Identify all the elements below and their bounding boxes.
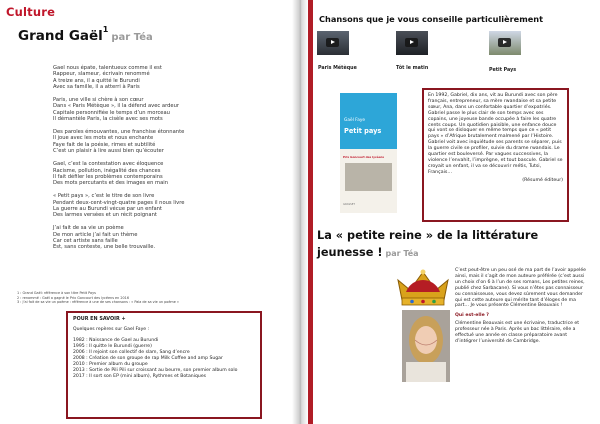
article2-title-line2: jeunesse ! (317, 246, 383, 259)
article2-body (455, 268, 586, 348)
summary-signature: (Résumé éditeur) (522, 177, 563, 183)
article2-title (317, 227, 538, 262)
timeline-item: 1982 : Naissance de Gael au Burundi (73, 338, 159, 343)
poem-line: Car cet artiste sans faille (53, 237, 118, 244)
play-icon[interactable] (498, 38, 511, 47)
songs-heading: Chansons que je vous conseille particulièrement (319, 14, 544, 24)
timeline-item: 2006 : Il rejoint son collectif de slam, Sang d’encre (73, 350, 190, 355)
song-caption-3: Petit Pays (489, 68, 517, 73)
poem-line: Il démantèle Paris, la cisèle avec ses mots (53, 116, 163, 123)
article2-byline: par Téa (385, 249, 419, 258)
book-title: Petit pays (344, 127, 382, 135)
footnote: 3 : J’ai fait de sa vie un poème : référence à une de ses chansons : « Pala de sa vie un poème » (17, 300, 179, 304)
poem-line: Capitale personnifiée le temps d’un morceau (53, 109, 170, 116)
footnotes (17, 291, 179, 305)
info-box-intro: Quelques repères sur Gael Faye : (73, 327, 150, 332)
article2-bio: Clémentine Beauvais est une écrivaine, traductrice et professeur née à Paris. Après un bac littéraire, elle a effectué une année en classe préparatoire avant d’intégrer l’université de Cambridge. (455, 321, 580, 344)
summary-text: En 1992, Gabriel, dix ans, vit au Burundi avec son père français, entrepreneur, sa mère rwandaise et sa petite sœur, Ana, dans un confortable quartier d’expatriés. Gabriel passe le plus clair de son temps avec ses copains, une joyeuse bande occupée à faire les quatre cents coups. Un quotidien paisible, une enfance douce qui vont se disloquer en même temps que ce « petit pays » d’Afrique brutalement malmené par l’Histoire. Gabriel voit avec inquiétude ses parents se séparer, puis la guerre civile se profiler, suivie du drame rwandais. Le quartier est bouleversé. Par vagues successives, la violence l’envahit, l’imprègne, et tout bascule. Gabriel se croyait un enfant, il va se découvrir métis, Tutsi, Français… (428, 93, 563, 175)
song-caption-1: Paris Métèque (318, 66, 357, 71)
timeline-list (73, 338, 255, 380)
poem-line: Des paroles émouvantes, une franchise étonnante (53, 129, 185, 136)
play-icon[interactable] (405, 38, 418, 47)
timeline-item: 1995 : Il quitte le Burundi (guerre) (73, 344, 152, 349)
book-photo (345, 163, 392, 191)
poem-line: Il joue avec les mots et nous enchante (53, 135, 154, 142)
poem-line: J’ai fait de sa vie un poème (53, 225, 124, 232)
poem-line: Pendant deux-cent-vingt-quatre pages il nous livre (53, 199, 185, 206)
poem-line: Avec sa famille, il a atterri à Paris (53, 84, 140, 91)
poem-line: C’est un plaisir à lire aussi bien qu’écouter (53, 148, 164, 155)
video-thumb-3[interactable] (489, 31, 521, 55)
article-title (18, 25, 153, 44)
poem-line: Est, sans conteste, une belle trouvaille. (53, 244, 156, 251)
poem-line: Des mots percutants et des images en main (53, 180, 168, 187)
crown-icon (392, 268, 454, 308)
article2-intro: C’est peut-être un peu osé de ma part de l’avoir appelée ainsi, mais il s’agit de mon auteure préférée (c’est aussi un choix d’on 6 à l’un de ses romans, Les petites reines, publié chez Sarbacane). Si vous n’êtes pas connaisseur ou connaisseuse, vous devez sûrement vous demander qui est cette auteure qui mérite tant d’éloges de ma part… Je vous présente Clémentine Beauvais ! (455, 268, 586, 309)
poem-line: A treize ans, il a quitté le Burundi (53, 77, 140, 84)
poem-line: « Petit pays », c’est le titre de son livre (53, 193, 155, 200)
author-portrait (402, 310, 450, 382)
poem-line: De mon article j’ai fait un thème (53, 231, 138, 238)
article2-question: Qui est-elle ? (455, 313, 489, 319)
timeline-item: 2008 : Création de son groupe de rap Milk Coffee and amp Sugar (73, 356, 223, 361)
byline: par Téa (111, 32, 153, 43)
book-cover (340, 93, 397, 213)
timeline-item: 2010 : Premier album du groupe (73, 362, 148, 367)
poem-line: Dans « Paris Métèque », il la défend avec ardeur (53, 103, 180, 110)
page-gutter (292, 0, 308, 424)
info-box-heading: POUR EN SAVOIR + (73, 316, 126, 322)
poem-line: Des larmes versées et un récit poignant (53, 212, 157, 219)
summary-box (422, 88, 569, 222)
book-author: Gaël Faye (344, 118, 366, 123)
poem-line: Racisme, pollution, inégalité des chances (53, 167, 161, 174)
title-footnote-mark: 1 (102, 25, 109, 34)
poem-line: Gael, c’est la contestation avec éloquence (53, 161, 164, 168)
song-caption-2: Tôt le matin (396, 66, 429, 71)
play-icon[interactable] (326, 38, 339, 47)
timeline-item: 2017 : Il sort son EP (mini album), Rythmes et Botaniques (73, 374, 207, 379)
footnote: 2 : renommé : Gaël a gagné le Prix Goncourt des lycéens en 2016 (17, 295, 129, 300)
poem-line: Rappeur, slameur, écrivain renommé (53, 71, 150, 78)
poem-line: Il fait défiler les problèmes contemporains (53, 173, 163, 180)
book-publisher: GRASSET (343, 203, 355, 206)
poem-line: Gael nous épate, talentueux comme il est (53, 65, 162, 71)
poem (53, 65, 184, 251)
poem-line: La guerre au Burundi vécue par un enfant (53, 205, 162, 212)
title-text: Grand Gaël (18, 28, 103, 44)
video-thumb-2[interactable] (396, 31, 428, 55)
info-box (66, 311, 262, 419)
article2-title-line1: La « petite reine » de la littérature (317, 229, 539, 242)
book-prize: Prix Goncourt des lycéens (343, 155, 385, 159)
poem-line: Paris, une ville si chère à son cœur (53, 97, 144, 104)
poem-line: Faye fait de la poésie, rimes et subtilité (53, 141, 156, 148)
footnote: 1 : Grand Gaël: référence à son titre Petit Pays (17, 291, 96, 295)
section-label: Culture (6, 5, 56, 19)
video-thumb-1[interactable] (317, 31, 349, 55)
timeline-item: 2013 : Sortie de Pili Pili sur croissant au beurre, son premier album solo (73, 368, 238, 373)
